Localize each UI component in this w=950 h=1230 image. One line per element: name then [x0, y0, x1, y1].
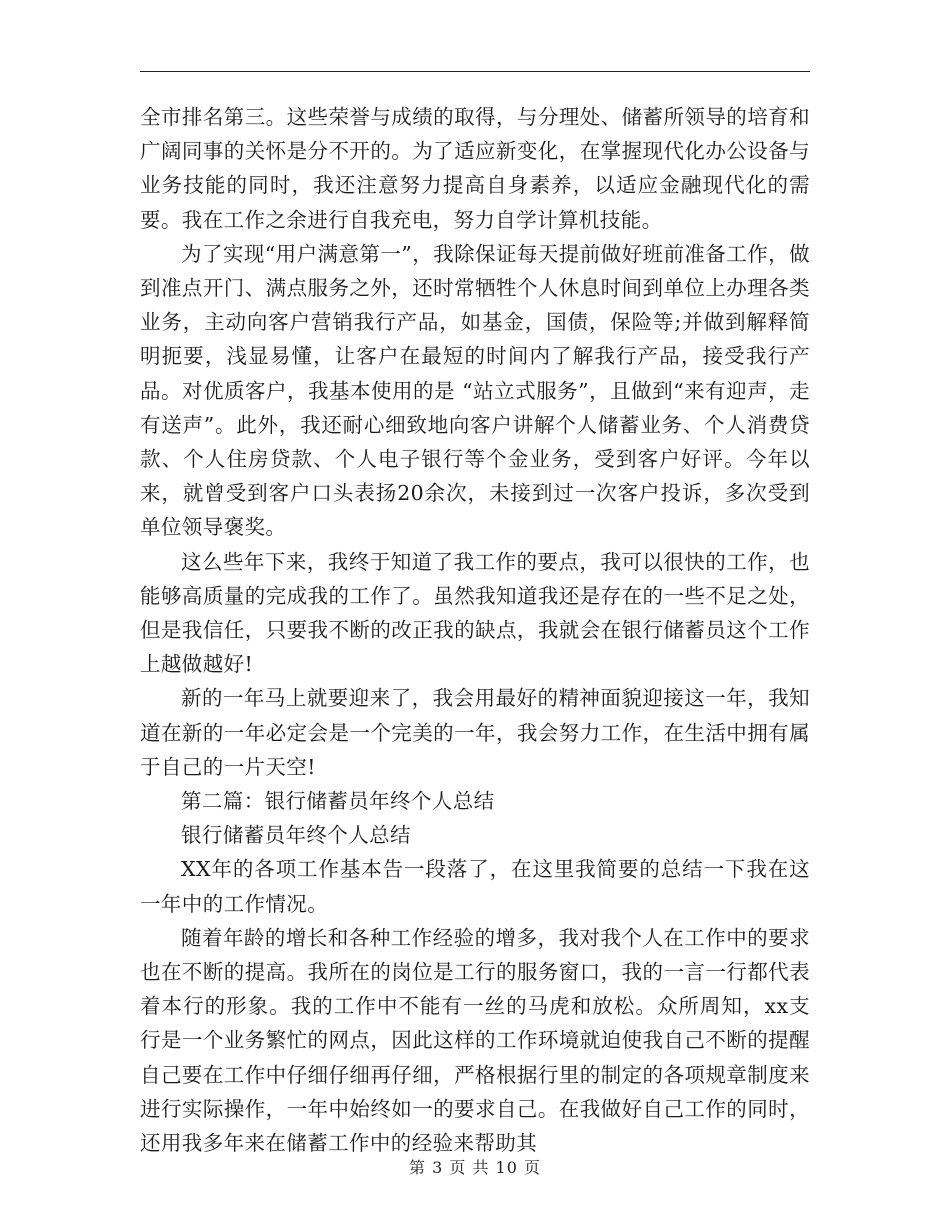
paragraph-requirements: 随着年龄的增长和各种工作经验的增多，我对我个人在工作中的要求也在不断的提高。我所在的岗位是工行的服务窗口，我的一言一行都代表着本行的形象。我的工作中不能有一丝的马虎和放松。众所周知，xx支行是一个业务繁忙的网点，因此这样的工作环境就迫使我自己不断的提醒自己要在工作中仔细仔细再仔细，严格根据行里的制定的各项规章制度来进行实际操作，一年中始终如一的要求自己。在我做好自己工作的同时，还用我多年来在储蓄工作中的经验来帮助其 — [140, 925, 810, 1156]
header-rule — [140, 71, 810, 72]
paragraph-new-year: 新的一年马上就要迎来了，我会用最好的精神面貌迎接这一年，我知道在新的一年必定会是一个完美的一年，我会努力工作，在生活中拥有属于自己的一片天空! — [140, 686, 810, 779]
paragraph-continuation: 全市排名第三。这些荣誉与成绩的取得，与分理处、储蓄所领导的培育和广阔同事的关怀是分不开的。为了适应新变化，在掌握现代化办公设备与业务技能的同时，我还注意努力提高自身素养，以适应金融现代化的需要。我在工作之余进行自我充电，努力自学计算机技能。 — [140, 105, 810, 232]
section-title: 银行储蓄员年终个人总结 — [181, 823, 411, 848]
paragraph-work-reflection: 这么些年下来，我终于知道了我工作的要点，我可以很快的工作，也能够高质量的完成我的工作了。虽然我知道我还是存在的一些不足之处，但是我信任，只要我不断的改正我的缺点，我就会在银行储蓄员这个工作上越做越好! — [140, 549, 810, 677]
document-body — [140, 100, 810, 1160]
page-number-footer: 第 3 页 共 10 页 — [409, 1158, 541, 1177]
paragraph-intro: XX年的各项工作基本告一段落了，在这里我简要的总结一下我在这一年中的工作情况。 — [140, 857, 810, 916]
section-heading: 第二篇：银行储蓄员年终个人总结 — [181, 789, 495, 814]
paragraph-customer-service: 为了实现“用户满意第一”，我除保证每天提前做好班前准备工作，做到准点开门、满点服务之外，还时常牺牲个人休息时间到单位上办理各类业务，主动向客户营销我行产品，如基金，国债，保险等;并做到解释简明扼要，浅显易懂，让客户在最短的时间内了解我行产品，接受我行产品。对优质客户，我基本使用的是 “站立式服务”，且做到“来有迎声，走有送声”。此外，我还耐心细致地向客户讲解个人储蓄业务、个人消费贷款、个人住房贷款、个人电子银行等个金业务，受到客户好评。今年以来，就曾受到客户口头表扬20余次，未接到过一次客户投诉，多次受到单位领导褒奖。 — [140, 241, 810, 540]
